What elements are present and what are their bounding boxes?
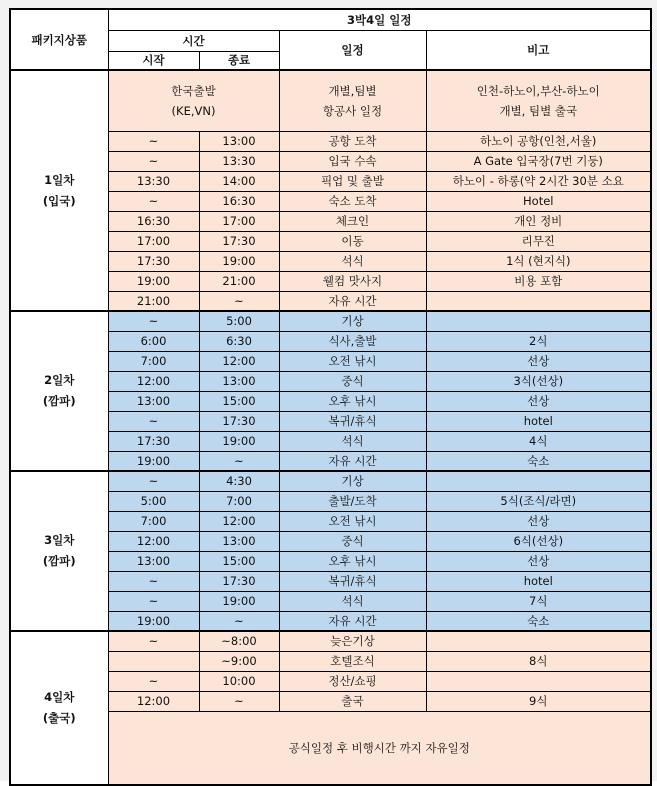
schedule-cell: 석식 [279, 431, 426, 451]
end-time-cell: 13:30 [199, 151, 279, 171]
day-name: 2일차 [44, 373, 75, 387]
schedule-cell: 중식 [279, 531, 426, 551]
end-time-cell: 5:00 [199, 311, 279, 331]
schedule-cell: 출국 [279, 691, 426, 711]
day-name: 1일차 [44, 172, 75, 187]
note-cell [426, 291, 651, 311]
day-subtitle: (깜파) [42, 554, 76, 568]
table-row [10, 471, 651, 491]
end-time-cell: 15:00 [199, 551, 279, 571]
note-cell: A Gate 입국장(7번 기둥) [426, 151, 651, 171]
end-time-cell: 19:00 [199, 591, 279, 611]
day-label [10, 471, 108, 631]
schedule-cell: 석식 [279, 251, 426, 271]
note-cell: 7식 [426, 591, 651, 611]
start-time-cell: 17:30 [108, 251, 199, 271]
schedule-cell: 정산/쇼핑 [279, 671, 426, 691]
departure-cell [108, 70, 279, 131]
end-time-cell: 19:00 [199, 431, 279, 451]
day-subtitle: (입국) [42, 193, 76, 208]
day-subtitle: (깜파) [42, 394, 76, 408]
start-time-cell: ~ [108, 591, 199, 611]
day-label [10, 631, 108, 785]
schedule-cell: 기상 [279, 311, 426, 331]
note-cell: 리무진 [426, 231, 651, 251]
schedule-cell: 늦은기상 [279, 631, 426, 651]
end-time-cell: 13:00 [199, 131, 279, 151]
note-cell: 6식(선상) [426, 531, 651, 551]
start-time-cell: ~ [108, 631, 199, 651]
end-time-cell: 14:00 [199, 171, 279, 191]
note-cell: hotel [426, 411, 651, 431]
end-time-cell: 12:00 [199, 511, 279, 531]
day-subtitle: (출국) [42, 711, 76, 725]
start-time-cell: 6:00 [108, 331, 199, 351]
start-time-cell: ~ [108, 671, 199, 691]
note-cell: 하노이 - 하롱(약 2시간 30분 소요 [426, 171, 651, 191]
header-end: 종료 [199, 51, 279, 70]
start-time-cell: 17:00 [108, 231, 199, 251]
schedule-cell: 복귀/휴식 [279, 411, 426, 431]
end-time-cell: 16:30 [199, 191, 279, 211]
note-cell: 3식(선상) [426, 371, 651, 391]
end-time-cell: 17:30 [199, 571, 279, 591]
end-time-cell: 17:30 [199, 411, 279, 431]
end-time-cell: 17:00 [199, 211, 279, 231]
schedule-cell: 출발/도착 [279, 491, 426, 511]
note-cell [426, 311, 651, 331]
schedule-cell: 오전 낚시 [279, 511, 426, 531]
start-time-cell: 12:00 [108, 371, 199, 391]
note-cell: 선상 [426, 351, 651, 371]
end-time-cell: 15:00 [199, 391, 279, 411]
note-cell [426, 70, 651, 131]
schedule-cell: 웰컴 맛사지 [279, 271, 426, 291]
schedule-cell: 오전 낚시 [279, 351, 426, 371]
header-time: 시간 [108, 30, 279, 51]
footer-note: 공식일정 후 비행시간 까지 자유일정 [108, 711, 651, 785]
schedule-cell: 복귀/휴식 [279, 571, 426, 591]
start-time-cell: 19:00 [108, 611, 199, 631]
end-time-cell: ~ [199, 691, 279, 711]
start-time-cell [108, 651, 199, 671]
day-label [10, 70, 108, 311]
end-time-cell: 4:30 [199, 471, 279, 491]
start-time-cell: ~ [108, 471, 199, 491]
note-cell: 2식 [426, 331, 651, 351]
schedule-cell: 자유 시간 [279, 291, 426, 311]
start-time-cell: 13:00 [108, 551, 199, 571]
start-time-cell: 12:00 [108, 691, 199, 711]
start-time-cell: 19:00 [108, 451, 199, 471]
note-cell: 선상 [426, 391, 651, 411]
schedule-cell: 숙소 도착 [279, 191, 426, 211]
note-cell: 선상 [426, 511, 651, 531]
note-cell: 9식 [426, 691, 651, 711]
note-cell: 1식 (현지식) [426, 251, 651, 271]
note-cell: hotel [426, 571, 651, 591]
note-cell: 하노이 공항(인천,서울) [426, 131, 651, 151]
schedule-cell: 자유 시간 [279, 451, 426, 471]
header-note: 비고 [426, 30, 651, 70]
table-row [10, 631, 651, 651]
schedule-line2: 항공사 일정 [322, 103, 383, 118]
end-time-cell: 7:00 [199, 491, 279, 511]
end-time-cell: 19:00 [199, 251, 279, 271]
note-cell: Hotel [426, 191, 651, 211]
schedule-cell: 석식 [279, 591, 426, 611]
end-time-cell: 10:00 [199, 671, 279, 691]
note-line2: 개별, 팀별 출국 [499, 103, 578, 118]
day-name: 4일차 [44, 690, 75, 704]
start-time-cell: 12:00 [108, 531, 199, 551]
header-start: 시작 [108, 51, 199, 70]
schedule-cell [279, 70, 426, 131]
start-time-cell: ~ [108, 311, 199, 331]
start-time-cell: ~ [108, 151, 199, 171]
schedule-cell: 중식 [279, 371, 426, 391]
note-cell [426, 471, 651, 491]
table-title: 3박4일 일정 [108, 9, 651, 30]
note-cell: 4식 [426, 431, 651, 451]
day-label [10, 311, 108, 471]
note-cell [426, 631, 651, 651]
note-cell: 개인 정비 [426, 211, 651, 231]
start-time-cell: ~ [108, 131, 199, 151]
start-time-cell: 13:00 [108, 391, 199, 411]
end-time-cell: ~9:00 [199, 651, 279, 671]
start-time-cell: 7:00 [108, 351, 199, 371]
table-row [10, 70, 651, 131]
departure-label: 한국출발 [171, 83, 216, 98]
start-time-cell: 17:30 [108, 431, 199, 451]
table-row [10, 311, 651, 331]
schedule-cell: 체크인 [279, 211, 426, 231]
start-time-cell: 19:00 [108, 271, 199, 291]
schedule-cell: 입국 수속 [279, 151, 426, 171]
start-time-cell: 16:30 [108, 211, 199, 231]
end-time-cell: 13:00 [199, 531, 279, 551]
note-cell: 숙소 [426, 611, 651, 631]
start-time-cell: ~ [108, 191, 199, 211]
end-time-cell: 21:00 [199, 271, 279, 291]
schedule-cell: 자유 시간 [279, 611, 426, 631]
end-time-cell: ~ [199, 451, 279, 471]
start-time-cell: 5:00 [108, 491, 199, 511]
end-time-cell: 13:00 [199, 371, 279, 391]
start-time-cell: 21:00 [108, 291, 199, 311]
schedule-cell: 호텔조식 [279, 651, 426, 671]
note-cell: 선상 [426, 551, 651, 571]
header-package: 패키지상품 [10, 9, 108, 70]
end-time-cell: ~8:00 [199, 631, 279, 651]
start-time-cell: 7:00 [108, 511, 199, 531]
note-cell: 숙소 [426, 451, 651, 471]
end-time-cell: 12:00 [199, 351, 279, 371]
schedule-cell: 오후 낚시 [279, 551, 426, 571]
schedule-cell: 픽업 및 출발 [279, 171, 426, 191]
start-time-cell: ~ [108, 571, 199, 591]
schedule-cell: 공항 도착 [279, 131, 426, 151]
day-name: 3일차 [44, 533, 75, 547]
note-cell [426, 671, 651, 691]
note-line1: 인천-하노이,부산-하노이 [476, 83, 600, 98]
note-cell: 5식(조식/라면) [426, 491, 651, 511]
start-time-cell: ~ [108, 411, 199, 431]
end-time-cell: ~ [199, 611, 279, 631]
end-time-cell: 17:30 [199, 231, 279, 251]
header-schedule: 일정 [279, 30, 426, 70]
schedule-cell: 오후 낚시 [279, 391, 426, 411]
note-cell: 비용 포함 [426, 271, 651, 291]
start-time-cell: 13:30 [108, 171, 199, 191]
end-time-cell: 6:30 [199, 331, 279, 351]
end-time-cell: ~ [199, 291, 279, 311]
schedule-cell: 이동 [279, 231, 426, 251]
airline-label: (KE,VN) [171, 103, 216, 118]
note-cell: 8식 [426, 651, 651, 671]
schedule-cell: 기상 [279, 471, 426, 491]
itinerary-table [9, 8, 652, 786]
schedule-cell: 식사,출발 [279, 331, 426, 351]
schedule-line1: 개별,팀별 [328, 83, 377, 98]
